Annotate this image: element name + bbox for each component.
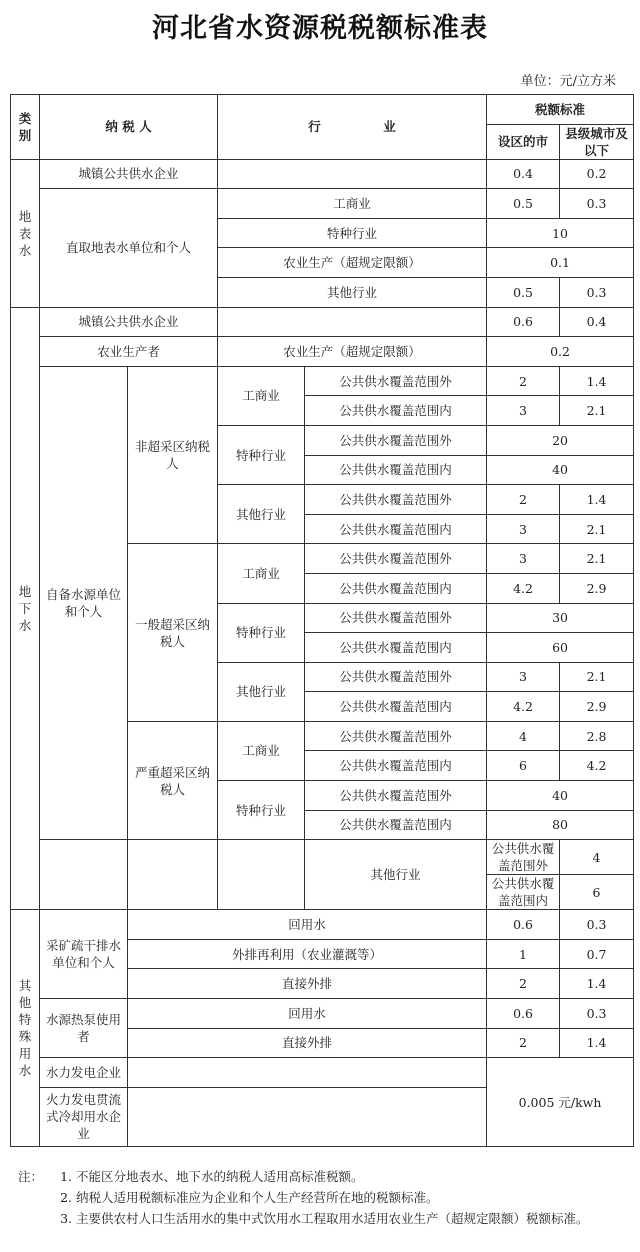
category-special: 其他特殊用水 xyxy=(11,910,40,1147)
note-text: 不能区分地表水、地下水的纳税人适用高标准税额。 xyxy=(76,1169,364,1184)
coverage-outside: 公共供水覆盖范围外 xyxy=(305,485,487,515)
category-surface: 地表水 xyxy=(11,159,40,307)
note-number: 3. xyxy=(60,1211,72,1226)
blank-cell xyxy=(128,840,218,910)
coverage-outside: 公共供水覆盖范围外 xyxy=(305,603,487,633)
taxpayer-cell: 火力发电贯流式冷却用水企业 xyxy=(40,1087,128,1146)
industry-cell: 直接外排 xyxy=(128,1028,487,1058)
coverage-inside: 公共供水覆盖范围内 xyxy=(305,455,487,485)
note-number: 2. xyxy=(60,1190,72,1205)
coverage-outside: 公共供水覆盖范围外 xyxy=(305,544,487,574)
coverage-outside: 公共供水覆盖范围外 xyxy=(487,840,560,875)
rate-city: 0.5 xyxy=(487,277,560,307)
rate-city: 0.5 xyxy=(487,189,560,219)
rate-merged: 0.2 xyxy=(487,337,634,367)
industry-cell xyxy=(128,1058,487,1088)
rate-city: 3 xyxy=(487,514,560,544)
rate-county: 1.4 xyxy=(560,366,634,396)
rate-county: 2.1 xyxy=(560,396,634,426)
rate-county: 2.9 xyxy=(560,573,634,603)
industry-other: 其他行业 xyxy=(218,485,305,544)
taxpayer-cell: 农业生产者 xyxy=(40,337,218,367)
industry-cell: 外排再利用（农业灌溉等） xyxy=(128,939,487,969)
category-ground: 地下水 xyxy=(11,307,40,910)
rate-city: 3 xyxy=(487,662,560,692)
rate-city: 2 xyxy=(487,485,560,515)
rate-city: 4 xyxy=(560,840,634,875)
rate-city: 0.6 xyxy=(487,999,560,1029)
header-city: 设区的市 xyxy=(487,124,560,159)
rate-county: 2.8 xyxy=(560,721,634,751)
rate-merged: 10 xyxy=(487,218,634,248)
rate-city: 2 xyxy=(487,1028,560,1058)
rate-city: 0.6 xyxy=(487,307,560,337)
industry-cell: 回用水 xyxy=(128,910,487,940)
coverage-outside: 公共供水覆盖范围外 xyxy=(305,781,487,811)
coverage-outside: 公共供水覆盖范围外 xyxy=(305,721,487,751)
table-row xyxy=(11,337,634,367)
header-rate: 税额标准 xyxy=(487,95,634,125)
coverage-outside: 公共供水覆盖范围外 xyxy=(305,662,487,692)
note-item xyxy=(18,1166,628,1187)
rate-county: 2.1 xyxy=(560,514,634,544)
header-category-label: 类别 xyxy=(18,110,32,143)
rate-county: 0.4 xyxy=(560,307,634,337)
header-industry: 行 业 xyxy=(218,95,487,160)
note-text: 纳税人适用税额标准应为企业和个人生产经营所在地的税额标准。 xyxy=(76,1190,439,1205)
rate-county: 2.1 xyxy=(560,662,634,692)
industry-cell: 直接外排 xyxy=(128,969,487,999)
rate-merged: 0.005 元/kwh xyxy=(487,1058,634,1147)
rate-county: 2.1 xyxy=(560,544,634,574)
rate-city: 4.2 xyxy=(487,692,560,722)
taxpayer-cell: 城镇公共供水企业 xyxy=(40,159,218,189)
coverage-inside: 公共供水覆盖范围内 xyxy=(305,396,487,426)
rate-city: 0.6 xyxy=(487,910,560,940)
rate-city: 6 xyxy=(487,751,560,781)
industry-cell: 特种行业 xyxy=(218,218,487,248)
industry-other: 其他行业 xyxy=(305,840,487,910)
note-spacer xyxy=(18,1208,42,1229)
industry-cell: 回用水 xyxy=(128,999,487,1029)
industry-special: 特种行业 xyxy=(218,781,305,840)
rate-city: 3 xyxy=(487,544,560,574)
rate-city: 6 xyxy=(560,875,634,910)
rate-merged: 20 xyxy=(487,425,634,455)
taxpayer-cell: 城镇公共供水企业 xyxy=(40,307,218,337)
taxpayer-cell: 水力发电企业 xyxy=(40,1058,128,1088)
table-row xyxy=(11,1058,634,1088)
rate-city: 2 xyxy=(487,366,560,396)
coverage-inside: 公共供水覆盖范围内 xyxy=(305,751,487,781)
rate-county: 0.3 xyxy=(560,999,634,1029)
notes-prefix: 注： xyxy=(18,1169,44,1184)
industry-cell: 工商业 xyxy=(218,189,487,219)
taxpayer-cell: 直取地表水单位和个人 xyxy=(40,189,218,307)
rate-county: 0.3 xyxy=(560,910,634,940)
header-row xyxy=(11,95,634,125)
coverage-inside: 公共供水覆盖范围内 xyxy=(305,514,487,544)
industry-cell: 其他行业 xyxy=(218,277,487,307)
industry-business: 工商业 xyxy=(218,544,305,603)
rate-city: 1 xyxy=(487,939,560,969)
note-spacer xyxy=(18,1187,42,1208)
note-item xyxy=(18,1208,628,1229)
coverage-inside: 公共供水覆盖范围内 xyxy=(305,633,487,663)
zone-label: 严重超采区纳税人 xyxy=(128,721,218,839)
rate-city: 3 xyxy=(487,396,560,426)
industry-business: 工商业 xyxy=(218,366,305,425)
rate-county: 1.4 xyxy=(560,485,634,515)
industry-other: 其他行业 xyxy=(218,662,305,721)
zone-label: 非超采区纳税人 xyxy=(128,366,218,544)
header-category xyxy=(11,95,40,160)
unit-label: 单位：元/立方米 xyxy=(520,74,616,89)
rate-county: 0.7 xyxy=(560,939,634,969)
notes xyxy=(18,1166,628,1229)
tax-rate-table xyxy=(10,94,634,1147)
table-row xyxy=(11,910,634,940)
rate-merged: 40 xyxy=(487,781,634,811)
rate-merged: 30 xyxy=(487,603,634,633)
note-item xyxy=(18,1187,628,1208)
header-county: 县级城市及以下 xyxy=(560,124,634,159)
industry-special: 特种行业 xyxy=(218,425,305,484)
page-title: 河北省水资源税税额标准表 xyxy=(152,13,488,44)
note-number: 1. xyxy=(60,1169,72,1184)
blank-cell xyxy=(218,840,305,910)
industry-business: 工商业 xyxy=(218,721,305,780)
industry-cell: 农业生产（超规定限额） xyxy=(218,337,487,367)
rate-county: 2.9 xyxy=(560,692,634,722)
blank-cell xyxy=(40,840,128,910)
coverage-inside: 公共供水覆盖范围内 xyxy=(305,573,487,603)
table-row xyxy=(11,189,634,219)
table-row xyxy=(11,840,634,875)
coverage-inside: 公共供水覆盖范围内 xyxy=(487,875,560,910)
taxpayer-cell: 水源热泵使用者 xyxy=(40,999,128,1058)
coverage-outside: 公共供水覆盖范围外 xyxy=(305,425,487,455)
industry-cell xyxy=(128,1087,487,1146)
industry-cell: 农业生产（超规定限额） xyxy=(218,248,487,278)
industry-cell xyxy=(218,307,487,337)
table-row xyxy=(11,366,634,396)
taxpayer-self-supply: 自备水源单位和个人 xyxy=(40,366,128,840)
rate-merged: 0.1 xyxy=(487,248,634,278)
rate-city: 0.4 xyxy=(487,159,560,189)
coverage-inside: 公共供水覆盖范围内 xyxy=(305,810,487,840)
zone-label: 一般超采区纳税人 xyxy=(128,544,218,722)
header-taxpayer: 纳 税 人 xyxy=(40,95,218,160)
table-row xyxy=(11,307,634,337)
rate-merged: 40 xyxy=(487,455,634,485)
coverage-inside: 公共供水覆盖范围内 xyxy=(305,692,487,722)
rate-merged: 80 xyxy=(487,810,634,840)
rate-city: 4.2 xyxy=(487,573,560,603)
coverage-outside: 公共供水覆盖范围外 xyxy=(305,366,487,396)
rate-county: 0.2 xyxy=(560,159,634,189)
rate-county: 1.4 xyxy=(560,969,634,999)
taxpayer-cell: 采矿疏干排水单位和个人 xyxy=(40,910,128,999)
rate-city: 4 xyxy=(487,721,560,751)
rate-county: 4.2 xyxy=(560,751,634,781)
rate-county: 0.3 xyxy=(560,277,634,307)
rate-merged: 60 xyxy=(487,633,634,663)
table-row xyxy=(11,159,634,189)
note-text: 主要供农村人口生活用水的集中式饮用水工程取用水适用农业生产（超规定限额）税额标准。 xyxy=(76,1211,589,1226)
rate-county: 1.4 xyxy=(560,1028,634,1058)
rate-city: 2 xyxy=(487,969,560,999)
industry-special: 特种行业 xyxy=(218,603,305,662)
industry-cell xyxy=(218,159,487,189)
table-row xyxy=(11,999,634,1029)
rate-county: 0.3 xyxy=(560,189,634,219)
